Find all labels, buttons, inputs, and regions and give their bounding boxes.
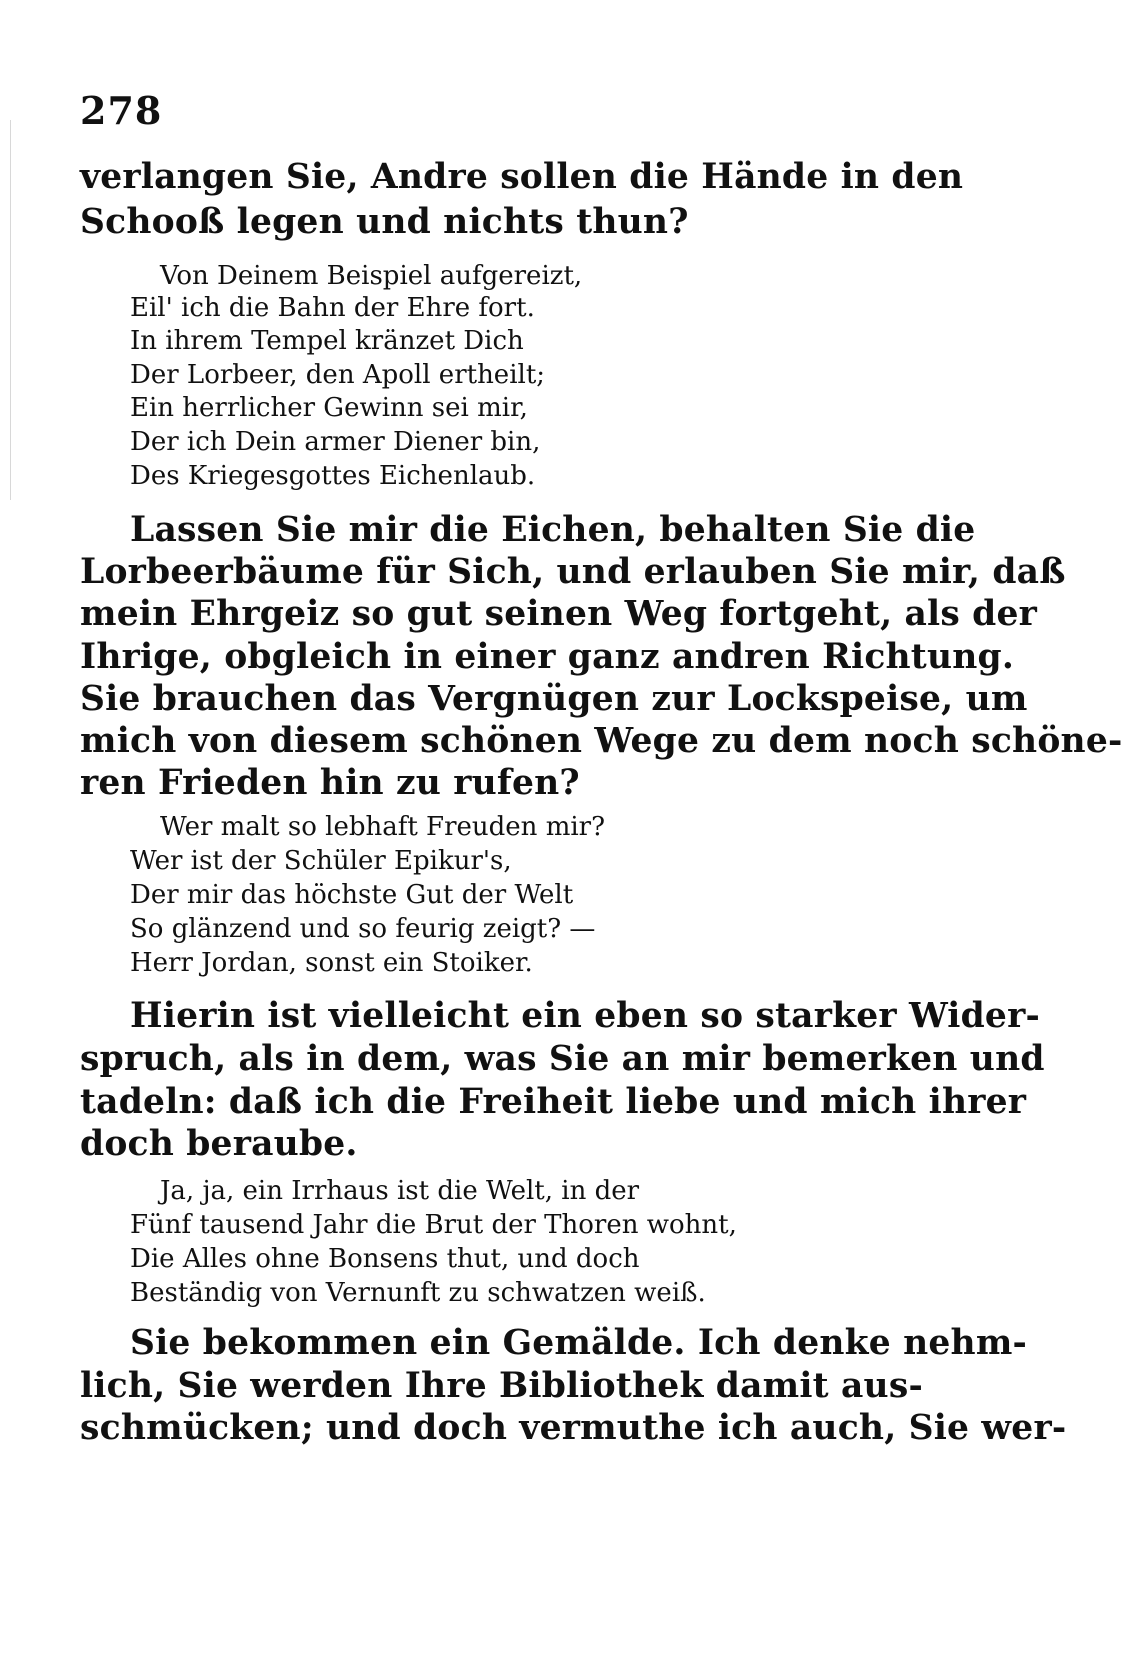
paragraph-2-line-3: mein Ehrgeiz so gut seinen Weg fortgeht, als der (80, 594, 1038, 634)
verse-2-line-4: So glänzend und so feurig zeigt? — (130, 914, 596, 944)
verse-1-line-1: Von Deinem Beispiel aufgereizt, (160, 261, 583, 291)
paragraph-4-line-2: lich, Sie werden Ihre Bibliothek damit aus- (80, 1366, 923, 1406)
paragraph-3-line-4: doch beraube. (80, 1124, 358, 1164)
verse-3-line-3: Die Alles ohne Bonsens thut, und doch (130, 1244, 640, 1274)
verse-2-line-2: Wer ist der Schüler Epikur's, (130, 846, 512, 876)
verse-2-line-5: Herr Jordan, sonst ein Stoiker. (130, 948, 533, 978)
paragraph-2-line-1: Lassen Sie mir die Eichen, behalten Sie die (130, 510, 976, 550)
verse-3-line-1: Ja, ja, ein Irrhaus ist die Welt, in der (160, 1176, 640, 1206)
paragraph-2-line-5: Sie brauchen das Vergnügen zur Lockspeise, um (80, 679, 1028, 719)
page-number: 278 (80, 88, 163, 133)
verse-1-line-7: Des Kriegesgottes Eichenlaub. (130, 461, 536, 491)
paragraph-2-line-2: Lorbeerbäume für Sich, und erlauben Sie mir, daß (80, 552, 1066, 592)
verse-1-line-4: Der Lorbeer, den Apoll ertheilt; (130, 360, 546, 390)
paragraph-2-line-6: mich von diesem schönen Wege zu dem noch schöne- (80, 721, 1123, 761)
verse-3-line-4: Beständig von Vernunft zu schwatzen weiß. (130, 1278, 706, 1308)
paragraph-2-line-4: Ihrige, obgleich in einer ganz andren Richtung. (80, 637, 1015, 677)
paragraph-4-line-1: Sie bekommen ein Gemälde. Ich denke nehm- (130, 1323, 1028, 1363)
paragraph-3-line-1: Hierin ist vielleicht ein eben so starker Wider- (130, 996, 1040, 1036)
paragraph-3-line-2: spruch, als in dem, was Sie an mir bemerken und (80, 1039, 1045, 1079)
scan-edge-line (10, 120, 11, 500)
paragraph-2-line-7: ren Frieden hin zu rufen? (80, 763, 580, 803)
verse-1-line-2: Eil' ich die Bahn der Ehre fort. (130, 293, 535, 323)
verse-3-line-2: Fünf tausend Jahr die Brut der Thoren wohnt, (130, 1210, 737, 1240)
verse-1-line-5: Ein herrlicher Gewinn sei mir, (130, 393, 528, 423)
paragraph-4-line-3: schmücken; und doch vermuthe ich auch, Sie wer- (80, 1408, 1067, 1448)
verse-1-line-6: Der ich Dein armer Diener bin, (130, 427, 541, 457)
verse-2-line-3: Der mir das höchste Gut der Welt (130, 880, 574, 910)
verse-2-line-1: Wer malt so lebhaft Freuden mir? (160, 812, 606, 842)
verse-1-line-3: In ihrem Tempel kränzet Dich (130, 326, 524, 356)
paragraph-1-line-1: verlangen Sie, Andre sollen die Hände in den (80, 157, 964, 197)
paragraph-1-line-2: Schooß legen und nichts thun? (80, 202, 689, 242)
paragraph-3-line-3: tadeln: daß ich die Freiheit liebe und mich ihrer (80, 1082, 1027, 1122)
